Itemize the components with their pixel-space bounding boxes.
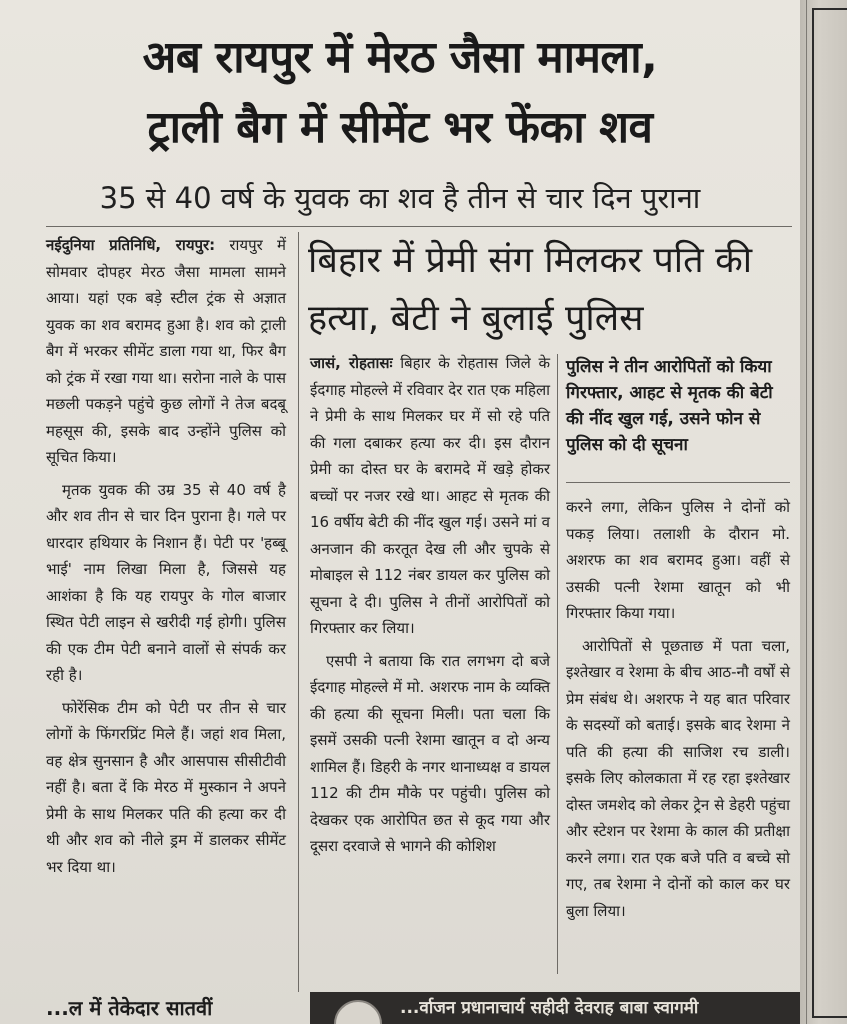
story2-paragraph-4: आरोपितों से पूछताछ में पता चला, इश्तेखार व रेशमा के बीच आठ-नौ वर्षों से प्रेम संबंध थे। अशरफ ने यह बात परिवार के सदस्यों को बताई। इसके बाद रेशमा ने पति की हत्या की साजिश रच डाली। इसके लिए कोलकाता में रह रहा इश्तेखार दोस्त जमशेद को लेकर ट्रेन से डेहरी पहुंचा और स्टेशन पर रेशमा के काल की प्रतीक्षा करने लगा। रात एक बजे पति व बच्चे सो गए, तब रेशमा ने दोनों को काल कर घर बुला लिया। bbox=[566, 636, 790, 920]
story2-paragraph-1: बिहार के रोहतास जिले के ईदगाह मोहल्ले में रविवार देर रात एक महिला ने प्रेमी के साथ मिलकर घर में सो रहे पति की गला दबाकर हत्या कर दी। इस दौरान प्रेमी का दोस्त घर के बरामदे में खड़े होकर बच्चों पर नजर रखे था। आहट से मृतक की 16 वर्षीय बेटी की नींद खुल गई। उसने मां व अनजान की करतूत देख ली और चुपके से मोबाइल से 112 नंबर डायल कर पुलिस को सूचना दे दी। पुलिस ने तीनों आरोपितों को गिरफ्तार कर लिया। bbox=[310, 354, 550, 637]
sub-headline: 35 से 40 वर्ष के युवक का शव है तीन से चार दिन पुराना bbox=[99, 181, 701, 215]
next-story-headline-fragment: ...ल में तेकेदार सातवीं bbox=[46, 996, 213, 1020]
story1-paragraph-3: फोरेंसिक टीम को पेटी पर तीन से चार लोगों के फिंगरप्रिंट मिले हैं। जहां शव मिला, वह क्षेत्र सुनसान है और आसपास सीसीटीवी नहीं है। बता दें कि मेरठ में मुस्कान ने अपने प्रेमी के साथ मिलकर पति की हत्या कर दी थी और शव को नीले ड्रम में डालकर सीमेंट भर दिया था। bbox=[46, 698, 286, 876]
column-divider-1 bbox=[298, 232, 299, 992]
story2-body-col2 bbox=[566, 494, 790, 930]
story1-paragraph-1: रायपुर में सोमवार दोपहर मेरठ जैसा मामला सामने आया। यहां एक बड़े स्टील ट्रंक से अज्ञात युवक का शव बरामद हुआ है। शव को ट्राली बैग में भरकर सीमेंट डाला गया था, फिर बैग को ट्रंक में रखा गया था। सरोना नाले के पास मछली पकड़ने पहुंचे कुछ लोगों ने तेज बदबू महसूस की, इसके बाद उन्होंने पुलिस को सूचित किया। bbox=[46, 236, 286, 466]
main-headline-line2: ट्राली बैग में सीमेंट भर फेंका शव bbox=[147, 102, 653, 153]
headline-divider bbox=[46, 226, 792, 227]
story1-paragraph-2: मृतक युवक की उम्र 35 से 40 वर्ष है और शव तीन से चार दिन पुराना है। गले पर धारदार हथियार के निशान हैं। पेटी पर 'हब्बू भाई' नाम लिखा मिला है, जिससे यह आशंका है कि यह रायपुर के गोल बाजार स्थित पेटी लाइन से खरीदी गई होगी। पुलिस की एक टीम पेटी बनाने वालों से संपर्क कर रही है। bbox=[46, 480, 286, 684]
story2-body-col1 bbox=[310, 350, 550, 866]
story2-dateline: जासं, रोहतासः bbox=[310, 354, 393, 372]
pullquote-divider bbox=[566, 482, 790, 483]
column-divider-2 bbox=[557, 354, 558, 974]
adjacent-page-border bbox=[812, 8, 847, 1018]
story1-dateline: नईदुनिया प्रतिनिधि, रायपुर: bbox=[46, 236, 216, 254]
page-fold-line bbox=[806, 0, 807, 1024]
story2-paragraph-2: एसपी ने बताया कि रात लगभग दो बजे ईदगाह मोहल्ले में मो. अशरफ नाम के व्यक्ति की हत्या की सूचना मिली। पता चला कि इसमें उसकी पत्नी रेशमा खातून व दो अन्य शामिल हैं। डिहरी के नगर थानाध्यक्ष व डायल 112 की टीम मौके पर पहुंची। पुलिस को देखकर एक आरोपित छत से कूद गया और दूसरा दरवाजे से भागने की कोशिश bbox=[310, 651, 550, 855]
main-headline-line1: अब रायपुर में मेरठ जैसा मामला, bbox=[142, 32, 658, 83]
advertisement-text: ...र्वाजन प्रधानाचार्य सहीदी देवराह बाबा स्वागमी bbox=[400, 998, 699, 1018]
story2-pullquote: पुलिस ने तीन आरोपितों को किया गिरफ्तार, आहट से मृतक की बेटी की नींद खुल गई, उसने फोन से पुलिस को दी सूचना bbox=[566, 357, 773, 455]
story2-paragraph-3: करने लगा, लेकिन पुलिस ने दोनों को पकड़ लिया। तलाशी के दौरान मो. अशरफ का शव बरामद हुआ। वहीं से उसकी पत्नी रेशमा खातून को भी गिरफ्तार किया गया। bbox=[566, 498, 790, 622]
story2-headline: बिहार में प्रेमी संग मिलकर पति की हत्या, बेटी ने बुलाई पुलिस bbox=[308, 240, 753, 339]
story1-body bbox=[46, 232, 286, 886]
